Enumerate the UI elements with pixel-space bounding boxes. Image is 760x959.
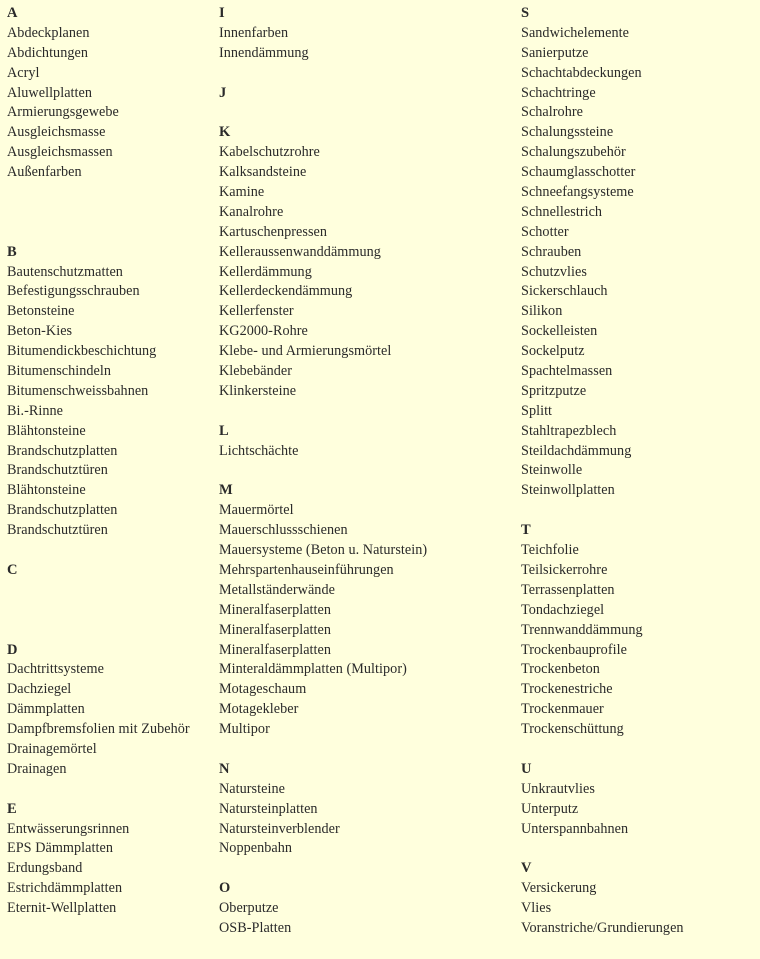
index-link[interactable]: Kellerfenster [219,303,294,320]
index-link[interactable]: Steildachdämmung [521,442,632,459]
index-link[interactable]: Motageschaum [219,681,307,698]
index-link[interactable]: Drainagemörtel [7,740,97,757]
section-s [521,4,684,501]
section-j [219,84,427,104]
spacer [7,621,190,641]
index-link[interactable]: Brandschutztüren [7,522,108,539]
index-link[interactable]: Schaumglasschotter [521,164,636,181]
section-b [7,243,190,541]
index-link[interactable]: Splitt [521,402,553,419]
index-link[interactable]: Befestigungsschrauben [7,283,140,300]
section-letter: E [7,800,17,817]
index-link[interactable]: Natursteinverblender [219,820,340,837]
section-letter: V [521,860,532,877]
index-link[interactable]: Mineralfaserplatten [219,621,332,638]
index-column-2 [219,4,427,939]
index-link[interactable]: Mauersysteme (Beton u. Naturstein) [219,542,428,559]
spacer [7,183,190,203]
index-link[interactable]: Mehrspartenhauseinführungen [219,561,394,578]
spacer [7,541,190,561]
index-link[interactable]: Innendämmung [219,44,309,61]
index-link[interactable]: Spritzputze [521,382,587,399]
index-link[interactable]: Blähtonsteine [7,422,86,439]
spacer [219,740,427,760]
index-link[interactable]: Ausgleichsmassen [7,144,113,161]
index-link[interactable]: Schalungssteine [521,124,614,141]
index-link[interactable]: Motagekleber [219,701,299,718]
index-column-3 [521,4,684,939]
index-link[interactable]: Kartuschenpressen [219,223,328,240]
index-link[interactable]: Steinwolle [521,462,583,479]
index-link[interactable]: Tondachziegel [521,601,605,618]
index-link[interactable]: Abdichtungen [7,44,88,61]
index-link[interactable]: Steinwollplatten [521,482,615,499]
section-letter: N [219,760,230,777]
index-link[interactable]: Mineralfaserplatten [219,641,332,658]
index-link[interactable]: Multipor [219,721,270,738]
index-link[interactable]: Kelleraussenwanddämmung [219,243,381,260]
index-link[interactable]: Klinkersteine [219,382,297,399]
index-link[interactable]: Bitumenschindeln [7,363,112,380]
section-d [7,641,190,780]
index-link[interactable]: Stahltrapezblech [521,422,617,439]
index-link[interactable]: Sanierputze [521,44,589,61]
index-link[interactable]: Trockenbeton [521,661,600,678]
index-link[interactable]: Vlies [521,900,552,917]
section-letter: T [521,522,531,539]
section-c [7,561,190,581]
index-link[interactable]: Bautenschutzmatten [7,263,123,280]
section-letter: U [521,760,532,777]
spacer [219,461,427,481]
index-link[interactable]: Trockenmauer [521,701,604,718]
spacer [521,839,684,859]
spacer [7,581,190,601]
section-letter: A [7,5,18,21]
index-column-1 [7,4,190,919]
spacer [219,859,427,879]
index-link[interactable]: Silikon [521,303,563,320]
index-link[interactable]: Außenfarben [7,164,82,181]
section-t [521,521,684,740]
index-link[interactable]: Schutzvlies [521,263,587,280]
index-link[interactable]: EPS Dämmplatten [7,840,113,857]
section-letter: M [219,482,233,499]
index-link[interactable]: Schotter [521,223,569,240]
index-link[interactable]: Eternit-Wellplatten [7,900,117,917]
section-letter: J [219,84,227,101]
index-link[interactable]: Schrauben [521,243,582,260]
index-link[interactable]: Mauermörtel [219,502,294,519]
section-a [7,4,190,183]
section-letter: B [7,243,17,260]
index-link[interactable]: Beton-Kies [7,323,73,340]
index-link[interactable]: Teichfolie [521,542,579,559]
index-link[interactable]: Drainagen [7,760,67,777]
index-link[interactable]: Schneefangsysteme [521,184,634,201]
spacer [7,223,190,243]
spacer [521,501,684,521]
index-link[interactable]: Unkrautvlies [521,780,595,797]
index-link[interactable]: Erdungsband [7,860,83,877]
section-letter: O [219,880,231,897]
index-link[interactable]: Unterspannbahnen [521,820,629,837]
index-link[interactable]: Kabelschutzrohre [219,144,320,161]
index-link[interactable]: Sockelleisten [521,323,598,340]
index-link[interactable]: Natursteinplatten [219,800,318,817]
index-link[interactable]: Natursteine [219,780,285,797]
index-link[interactable]: Mauerschlussschienen [219,522,348,539]
index-link[interactable]: Kamine [219,184,265,201]
index-link[interactable]: Kanalrohre [219,203,284,220]
index-link[interactable]: Ausgleichsmasse [7,124,106,141]
index-link[interactable]: Trennwanddämmung [521,621,643,638]
index-link[interactable]: Kalksandsteine [219,164,307,181]
index-link[interactable]: Aluwellplatten [7,84,93,101]
index-link[interactable]: Kellerdämmung [219,263,312,280]
index-link[interactable]: Sickerschlauch [521,283,608,300]
index-link[interactable]: Kellerdeckendämmung [219,283,353,300]
spacer [521,740,684,760]
section-k [219,123,427,401]
index-link[interactable]: Bitumenschweissbahnen [7,382,149,399]
index-link[interactable]: Armierungsgewebe [7,104,119,121]
index-link[interactable]: Dachtrittsysteme [7,661,104,678]
section-o [219,879,427,939]
index-link[interactable]: Schalrohre [521,104,583,121]
index-link[interactable]: Trockenbauprofile [521,641,627,658]
index-link[interactable]: Innenfarben [219,24,289,41]
index-link[interactable]: Metallständerwände [219,581,335,598]
index-link[interactable]: Entwässerungsrinnen [7,820,130,837]
index-link[interactable]: Betonsteine [7,303,75,320]
index-link[interactable]: Unterputz [521,800,579,817]
section-i [219,4,427,64]
index-link[interactable]: Terrassenplatten [521,581,615,598]
index-link[interactable]: Voranstriche/Grundierungen [521,919,684,936]
index-link[interactable]: Klebe- und Armierungsmörtel [219,343,392,360]
index-link[interactable]: Klebebänder [219,363,293,380]
index-link[interactable]: OSB-Platten [219,919,292,936]
index-link[interactable]: Minteraldämmplatten (Multipor) [219,661,407,678]
spacer [7,203,190,223]
index-link[interactable]: Teilsickerrohre [521,561,608,578]
section-u [521,760,684,840]
section-l [219,422,427,462]
section-letter: L [219,422,229,439]
index-link[interactable]: Lichtschächte [219,442,299,459]
index-link[interactable]: Sockelputz [521,343,585,360]
section-letter: I [219,5,225,21]
index-link[interactable]: Dachziegel [7,681,72,698]
index-link[interactable]: Dampfbremsfolien mit Zubehör [7,721,190,738]
spacer [7,601,190,621]
index-link[interactable]: Noppenbahn [219,840,292,857]
index-link[interactable]: Brandschutzplatten [7,502,118,519]
section-letter: K [219,124,231,141]
index-link[interactable]: Blähtonsteine [7,482,86,499]
section-v [521,859,684,939]
index-link[interactable]: Versickerung [521,880,597,897]
index-link[interactable]: Schachtabdeckungen [521,64,642,81]
index-link[interactable]: Acryl [7,64,40,81]
index-link[interactable]: Brandschutzplatten [7,442,118,459]
section-letter: C [7,561,18,578]
index-link[interactable]: Mineralfaserplatten [219,601,332,618]
index-link[interactable]: Estrichdämmplatten [7,880,123,897]
index-link[interactable]: Schachtringe [521,84,596,101]
index-link[interactable]: Brandschutztüren [7,462,108,479]
index-link[interactable]: KG2000-Rohre [219,323,308,340]
spacer [7,780,190,800]
section-letter: S [521,5,530,21]
index-link[interactable]: Bi.-Rinne [7,402,64,419]
section-m [219,481,427,740]
section-n [219,760,427,859]
spacer [219,64,427,84]
index-link[interactable]: Abdeckplanen [7,24,90,41]
section-e [7,800,190,919]
section-letter: D [7,641,18,658]
index-link[interactable]: Trockenestriche [521,681,613,698]
index-link[interactable]: Trockenschüttung [521,721,624,738]
index-link[interactable]: Schnellestrich [521,203,603,220]
index-link[interactable]: Sandwichelemente [521,24,629,41]
index-link[interactable]: Dämmplatten [7,701,85,718]
index-link[interactable]: Oberputze [219,900,279,917]
index-link[interactable]: Schalungszubehör [521,144,626,161]
spacer [219,103,427,123]
spacer [219,402,427,422]
index-link[interactable]: Spachtelmassen [521,363,613,380]
index-link[interactable]: Bitumendickbeschichtung [7,343,157,360]
